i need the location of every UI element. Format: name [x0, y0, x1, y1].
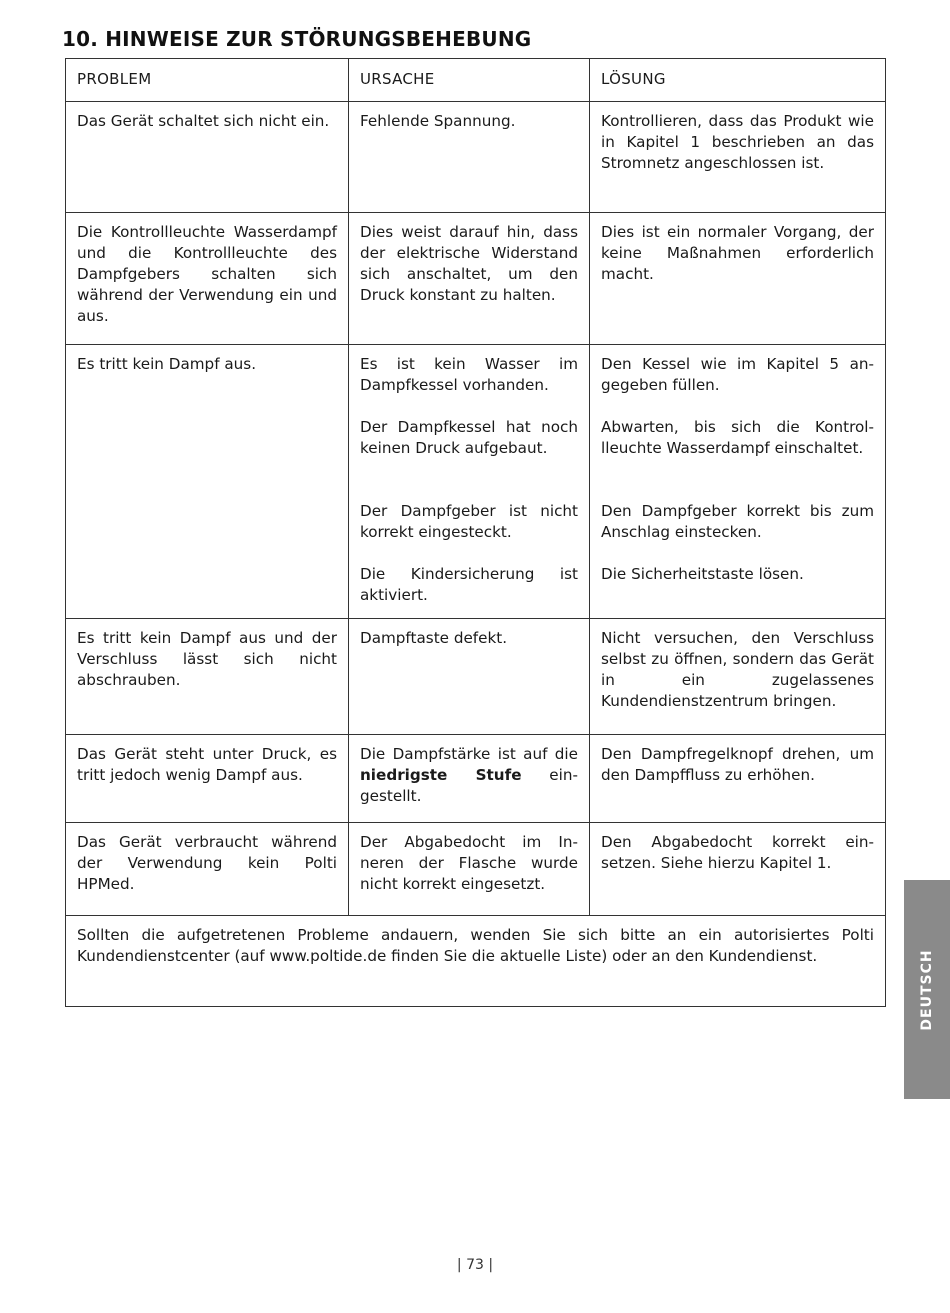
solution-text: Kontrollieren, dass das Produkt wie in Kapitel 1 beschrieben an das Stromnetz angeschlossen ist. — [601, 112, 874, 172]
solution-text: Abwarten, bis sich die Kontrollleuchte Wasserdampf einschaltet. — [601, 418, 874, 457]
cause-text: Dampftaste defekt. — [360, 629, 508, 647]
header-problem: PROBLEM — [66, 59, 349, 102]
cause-cell — [349, 735, 590, 823]
problem-cell: Die Kontrollleuchte Wasserdampf und die Kontrollleuchte des Dampfgebers schalten sich während der Verwendung ein und aus. — [66, 213, 349, 345]
table-row — [66, 213, 886, 345]
cause-text — [360, 744, 578, 807]
language-tab — [904, 880, 950, 1099]
solution-text: Die Sicherheitstaste lösen. — [601, 565, 804, 583]
cause-cell — [349, 213, 590, 345]
cause-text: Fehlende Spannung. — [360, 112, 516, 130]
cause-cell — [349, 619, 590, 735]
table-header-row — [66, 59, 886, 102]
cause-text-post: eingestellt. — [360, 766, 578, 805]
problem-cell: Das Gerät verbraucht während der Verwendung kein Polti HPMed. — [66, 823, 349, 916]
solution-cell — [590, 735, 886, 823]
problem-cell: Das Gerät steht unter Druck, es tritt jedoch wenig Dampf aus. — [66, 735, 349, 823]
cause-cell — [349, 345, 590, 619]
language-tab-label: DEUTSCH — [919, 948, 935, 1031]
solution-cell — [590, 823, 886, 916]
page-title: 10. HINWEISE ZUR STÖRUNGSBEHEBUNG — [62, 27, 532, 51]
problem-cell: Es tritt kein Dampf aus und der Verschluss lässt sich nicht abschrauben. — [66, 619, 349, 735]
solution-text: Dies ist ein normaler Vorgang, der keine Maßnahmen erforderlich macht. — [601, 223, 874, 283]
cause-text-emphasis: niedrigste Stufe — [360, 766, 522, 784]
table-row — [66, 735, 886, 823]
solution-text: Den Kessel wie im Kapitel 5 angegeben füllen. — [601, 355, 874, 394]
cause-text: Die Kindersicherung ist aktiviert. — [360, 565, 578, 604]
cause-cell — [349, 823, 590, 916]
footer-note: Sollten die aufgetretenen Probleme andauern, wenden Sie sich bitte an ein autorisiertes Polti Kundendienstcenter (auf www.poltide.de finden Sie die aktuelle Liste) oder an den Kundendienst. — [66, 916, 886, 1007]
table-row — [66, 102, 886, 213]
table-row — [66, 345, 886, 619]
solution-cell — [590, 213, 886, 345]
problem-cell: Es tritt kein Dampf aus. — [66, 345, 349, 619]
solution-cell — [590, 619, 886, 735]
cause-cell — [349, 102, 590, 213]
troubleshooting-table — [65, 58, 886, 1007]
table-row — [66, 619, 886, 735]
page-number: | 73 | — [456, 1257, 494, 1273]
cause-text-pre: Die Dampfstärke ist auf die — [360, 745, 578, 763]
table-row — [66, 823, 886, 916]
solution-cell — [590, 345, 886, 619]
header-solution: LÖSUNG — [590, 59, 886, 102]
cause-text: Dies weist darauf hin, dass der elektrische Widerstand sich anschaltet, um den Druck konstant zu halten. — [360, 223, 578, 304]
solution-text: Den Dampfgeber korrekt bis zum Anschlag einstecken. — [601, 502, 874, 541]
solution-text: Nicht versuchen, den Verschluss selbst zu öffnen, sondern das Gerät in ein zugelassenes Kundendienstzentrum bringen. — [601, 629, 874, 710]
solution-text: Den Abgabedocht korrekt einsetzen. Siehe hierzu Kapitel 1. — [601, 833, 874, 872]
solution-text: Den Dampfregelknopf drehen, um den Dampffluss zu erhöhen. — [601, 745, 874, 784]
cause-text: Der Dampfgeber ist nicht korrekt eingesteckt. — [360, 502, 578, 541]
problem-cell: Das Gerät schaltet sich nicht ein. — [66, 102, 349, 213]
table-footer-row — [66, 916, 886, 1007]
solution-cell — [590, 102, 886, 213]
header-cause: URSACHE — [349, 59, 590, 102]
cause-text: Der Abgabedocht im Inneren der Flasche wurde nicht korrekt eingesetzt. — [360, 833, 578, 893]
cause-text: Es ist kein Wasser im Dampfkessel vorhanden. — [360, 355, 578, 394]
cause-text: Der Dampfkessel hat noch keinen Druck aufgebaut. — [360, 418, 578, 457]
